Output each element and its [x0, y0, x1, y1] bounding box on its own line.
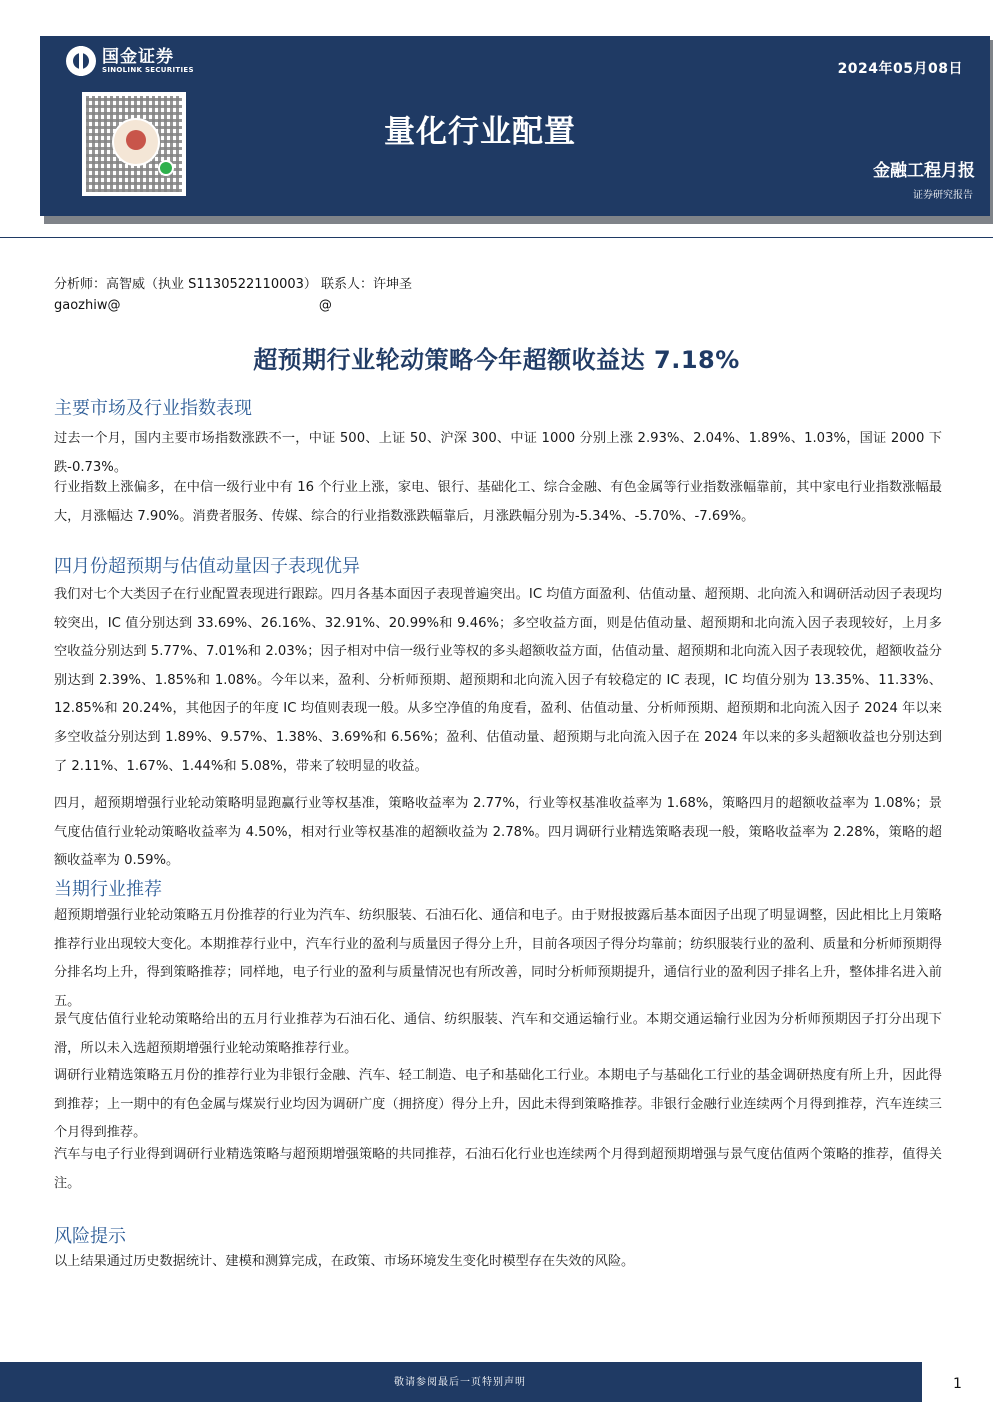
paragraph: 我们对七个大类因子在行业配置表现进行跟踪。四月各基本面因子表现普遍突出。IC 均值方面盈利、估值动量、超预期、北向流入和调研活动因子表现均较突出，IC 值分别达到 33.69%、26.16%、32.91%、20.99%和 9.46%；多空收益方面，则是估值动量、超预期和北向流入因子表现较好，上月多空收益分别达到 5.77%、7.01%和 2.03%；因子相对中信一级行业等权的多头超额收益方面，估值动量、超预期和北向流入因子表现较优，超额收益分别达到 2.39%、1.85%和 1.08%。今年以来，盈利、分析师预期、超预期和北向流入因子有较稳定的 IC 表现，IC 均值分别为 13.35%、11.33%、12.85%和 20.24%，其他因子的年度 IC 均值则表现一般。从多空净值的角度看，盈利、估值动量、分析师预期、超预期和北向流入因子 2024 年以来多空收益分别达到 1.89%、9.57%、1.38%、3.69%和 6.56%；盈利、估值动量、超预期与北向流入因子在 2024 年以来的多头超额收益也分别达到了 2.11%、1.67%、1.44%和 5.08%，带来了较明显的收益。: [54, 587, 942, 774]
logo-name-en: SINOLINK SECURITIES: [102, 65, 194, 74]
section-title-factors: 四月份超预期与估值动量因子表现优异: [54, 556, 360, 577]
qr-center-logo: [112, 118, 160, 166]
logo-name-cn: 国金证券: [102, 46, 174, 67]
report-date: 2024年05月08日: [837, 61, 963, 77]
company-logo: [66, 46, 194, 76]
report-subtype: 证券研究报告: [913, 190, 973, 201]
paragraph: 汽车与电子行业得到调研行业精选策略与超预期增强策略的共同推荐，石油石化行业也连续两个月得到超预期增强与景气度估值两个策略的推荐，值得关注。: [54, 1147, 942, 1191]
paragraph: 过去一个月，国内主要市场指数涨跌不一，中证 500、上证 50、沪深 300、中证 1000 分别上涨 2.93%、2.04%、1.89%、1.03%，国证 2000 下跌-0.73%。: [54, 431, 942, 475]
headline: 超预期行业轮动策略今年超额收益达 7.18%: [253, 346, 740, 374]
footer-disclaimer: 敬请参阅最后一页特别声明: [394, 1377, 526, 1388]
section-title-market: 主要市场及行业指数表现: [54, 398, 252, 419]
paragraph: 行业指数上涨偏多，在中信一级行业中有 16 个行业上涨，家电、银行、基础化工、综合金融、有色金属等行业指数涨幅靠前，其中家电行业指数涨幅最大，月涨幅达 7.90%。消费者服务、传媒、综合的行业指数涨跌幅靠后，月涨跌幅分别为-5.34%、-5.70%、-7.69%。: [54, 480, 942, 524]
paragraph: 调研行业精选策略五月份的推荐行业为非银行金融、汽车、轻工制造、电子和基础化工行业。本期电子与基础化工行业的基金调研热度有所上升，因此得到推荐；上一期中的有色金属与煤炭行业均因为调研广度（拥挤度）得分上升，因此未得到策略推荐。非银行金融行业连续两个月得到推荐，汽车连续三个月得到推荐。: [54, 1068, 942, 1141]
paragraph: 以上结果通过历史数据统计、建模和测算完成，在政策、市场环境发生变化时模型存在失效的风险。: [54, 1254, 635, 1269]
paragraph: 四月，超预期增强行业轮动策略明显跑赢行业等权基准，策略收益率为 2.77%，行业等权基准收益率为 1.68%，策略四月的超额收益率为 1.08%；景气度估值行业轮动策略收益率为 4.50%，相对行业等权基准的超额收益为 2.78%。四月调研行业精选策略表现一般，策略收益率为 2.28%，策略的超额收益率为 0.59%。: [54, 796, 942, 869]
qr-code: [82, 92, 186, 196]
page-number: 1: [922, 1362, 993, 1402]
analyst-email-line: gaozhiw@ @: [54, 298, 332, 313]
header-divider: [0, 237, 993, 238]
section-title-risk: 风险提示: [54, 1226, 126, 1247]
analyst-line: 分析师：高智威（执业 S1130522110003） 联系人：许坤圣: [54, 277, 413, 292]
logo-icon: [66, 46, 96, 76]
paragraph: 景气度估值行业轮动策略给出的五月行业推荐为石油石化、通信、纺织服装、汽车和交通运输行业。本期交通运输行业因为分析师预期因子打分出现下滑，所以未入选超预期增强行业轮动策略推荐行业。: [54, 1012, 942, 1056]
wechat-mini-program-icon: [158, 160, 174, 176]
section-title-recommendation: 当期行业推荐: [54, 879, 162, 900]
report-title: 量化行业配置: [384, 114, 576, 150]
report-type: 金融工程月报: [873, 161, 975, 181]
analyst-info: [54, 274, 412, 316]
paragraph: 超预期增强行业轮动策略五月份推荐的行业为汽车、纺织服装、石油石化、通信和电子。由于财报披露后基本面因子出现了明显调整，因此相比上月策略推荐行业出现较大变化。本期推荐行业中，汽车行业的盈利与质量因子得分上升，目前各项因子得分均靠前；纺织服装行业的盈利、质量和分析师预期得分排名均上升，得到策略推荐；同样地，电子行业的盈利与质量情况也有所改善，同时分析师预期提升，通信行业的盈利因子排名上升，整体排名进入前五。: [54, 908, 942, 1009]
